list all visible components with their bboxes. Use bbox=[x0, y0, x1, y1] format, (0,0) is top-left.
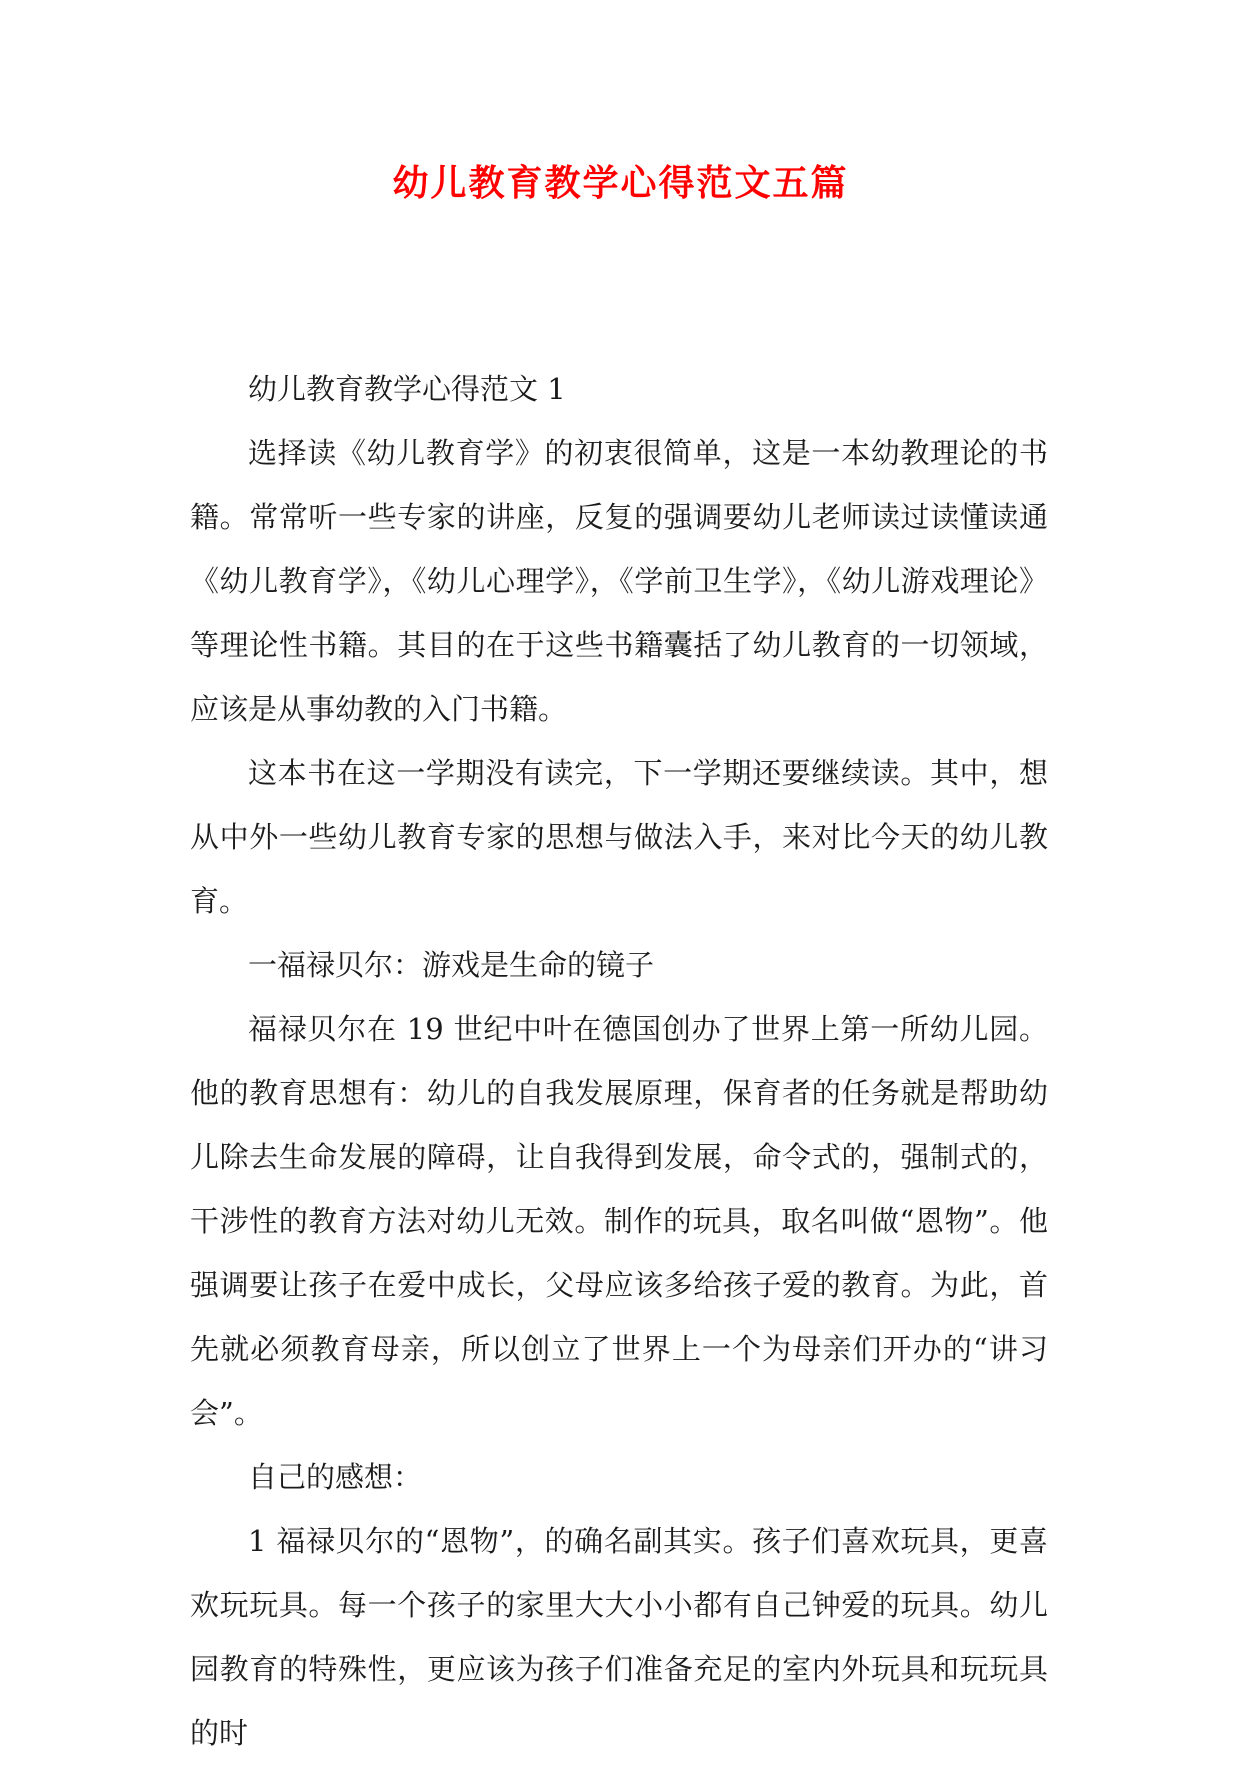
paragraph: 1 福禄贝尔的“恩物”，的确名副其实。孩子们喜欢玩具，更喜欢玩玩具。每一个孩子的家里大大小小都有自己钟爱的玩具。幼儿园教育的特殊性，更应该为孩子们准备充足的室内外玩具和玩玩具的时 bbox=[190, 1524, 1048, 1750]
section-heading: 幼儿教育教学心得范文 1 bbox=[248, 372, 566, 406]
paragraph: 这本书在这一学期没有读完，下一学期还要继续读。其中，想从中外一些幼儿教育专家的思想与做法入手，来对比今天的幼儿教育。 bbox=[190, 756, 1048, 918]
document-title: 幼儿教育教学心得范文五篇 bbox=[392, 162, 849, 204]
subheading: 自己的感想： bbox=[248, 1460, 423, 1494]
document-body bbox=[190, 357, 1048, 1765]
paragraph: 选择读《幼儿教育学》的初衷很简单，这是一本幼教理论的书籍。常常听一些专家的讲座，反复的强调要幼儿老师读过读懂读通《幼儿教育学》，《幼儿心理学》，《学前卫生学》，《幼儿游戏理论》等理论性书籍。其目的在于这些书籍囊括了幼儿教育的一切领域，应该是从事幼教的入门书籍。 bbox=[190, 436, 1048, 726]
subheading: 一福禄贝尔：游戏是生命的镜子 bbox=[248, 948, 655, 982]
paragraph: 福禄贝尔在 19 世纪中叶在德国创办了世界上第一所幼儿园。他的教育思想有：幼儿的自我发展原理，保育者的任务就是帮助幼儿除去生命发展的障碍，让自我得到发展，命令式的，强制式的，干涉性的教育方法对幼儿无效。制作的玩具，取名叫做“恩物”。他强调要让孩子在爱中成长，父母应该多给孩子爱的教育。为此，首先就必须教育母亲，所以创立了世界上一个为母亲们开办的“讲习会”。 bbox=[190, 1012, 1048, 1430]
